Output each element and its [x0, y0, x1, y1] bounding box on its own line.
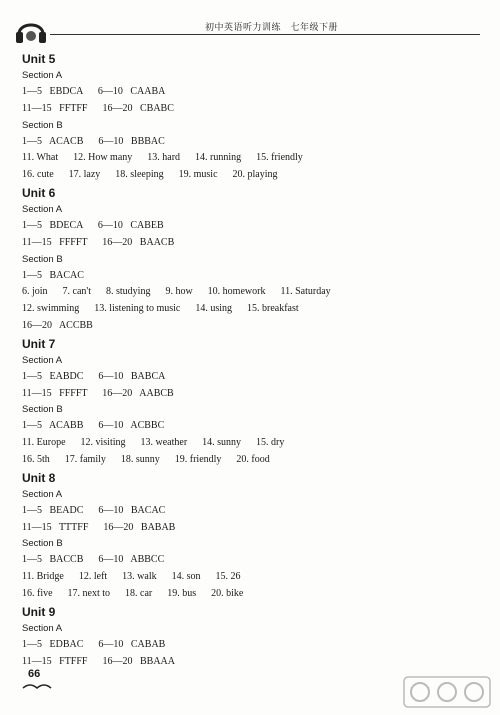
answer-line: 11. Europe 12. visiting 13. weather 14. sunny 15. dry	[22, 437, 285, 449]
unit-title: Unit 6	[22, 185, 56, 200]
section-title: Section B	[22, 119, 63, 131]
unit-title: Unit 7	[22, 336, 56, 351]
header-title: 初中英语听力训练 七年级下册	[205, 23, 339, 33]
answer-line: 16. 5th 17. family 18. sunny 19. friendly 20. food	[22, 453, 270, 465]
answer-line: 1—5 ACACB 6—10 BBBAC	[22, 135, 165, 147]
answer-line: 11—15 FTFFF 16—20 BBAAA	[22, 655, 175, 667]
section-title: Section A	[22, 622, 63, 634]
answer-line: 6. join 7. can't 8. studying 9. how 10. homework 11. Saturday	[22, 286, 331, 298]
section-title: Section A	[22, 203, 63, 215]
section-title: Section A	[22, 488, 63, 500]
unit-title: Unit 8	[22, 470, 56, 485]
watermark-logo	[402, 675, 492, 709]
answer-line: 1—5 EBDCA 6—10 CAABA	[22, 86, 166, 97]
unit-title: Unit 9	[22, 604, 56, 619]
answer-line: 1—5 BACAC	[22, 269, 84, 281]
answer-line: 11—15 FFFFT 16—20 BAACB	[22, 236, 175, 248]
answer-line: 16. cute 17. lazy 18. sleeping 19. music 20. playing	[22, 169, 278, 181]
answer-line: 1—5 EABDC 6—10 BABCA	[22, 370, 166, 382]
section-title: Section B	[22, 538, 63, 550]
unit-title: Unit 5	[22, 52, 56, 66]
section-title: Section B	[22, 253, 63, 265]
page-header	[0, 0, 500, 50]
section-title: Section A	[22, 354, 63, 366]
answer-line: 1—5 BACCB 6—10 ABBCC	[22, 554, 165, 566]
answer-line: 11. What 12. How many 13. hard 14. running 15. friendly	[22, 152, 303, 164]
answer-line: 1—5 BEADC 6—10 BACAC	[22, 504, 166, 516]
answer-line: 11—15 TTTFF 16—20 BABAB	[22, 521, 176, 533]
answer-line: 16—20 ACCBB	[22, 319, 93, 331]
answer-line: 1—5 BDECA 6—10 CABEB	[22, 219, 164, 231]
headphones-icon	[14, 14, 48, 48]
answer-line: 16. five 17. next to 18. car 19. bus 20. bike	[22, 587, 244, 599]
header-rule	[50, 34, 480, 35]
answer-line: 11—15 FFTFF 16—20 CBABC	[22, 102, 174, 114]
answer-line: 1—5 ACABB 6—10 ACBBC	[22, 420, 165, 432]
page-number: 66	[28, 668, 41, 680]
section-title: Section B	[22, 404, 63, 416]
answer-line: 11. Bridge 12. left 13. walk 14. son 15. 26	[22, 571, 241, 583]
answer-line: 12. swimming 13. listening to music 14. using 15. breakfast	[22, 303, 299, 315]
answer-line: 11—15 FFFFT 16—20 AABCB	[22, 387, 174, 399]
section-title: Section A	[22, 70, 63, 81]
answer-line: 1—5 EDBAC 6—10 CABAB	[22, 638, 166, 650]
answer-key	[22, 50, 462, 670]
